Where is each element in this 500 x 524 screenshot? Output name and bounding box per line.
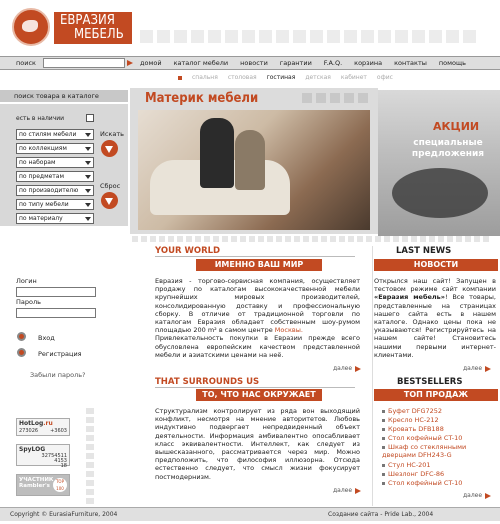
- bestseller-item[interactable]: Стол кофейный CT-10: [382, 434, 462, 442]
- spylog-name: SpyLOG: [19, 446, 46, 453]
- login-button[interactable]: Вход: [38, 334, 55, 342]
- select-item[interactable]: по предметам: [16, 171, 94, 182]
- nav-catalog[interactable]: каталог мебели: [173, 59, 229, 67]
- room-bedroom[interactable]: спальня: [192, 74, 218, 81]
- hotlog-count: 273026: [19, 428, 39, 434]
- world-p1: Евразия - торгово-сервисная компания, осуществляет продажу по каталогам высококачественной мебели крупнейших мировых производителей, консолидированную доставку и профессиональную сборку. В отличие от традиционной торговли по каталогам Евразия обладает собственным шоу-румом площадью 200 m² в самом центре: [155, 277, 360, 335]
- bestsellers-more[interactable]: далее: [463, 492, 491, 499]
- person-image: [200, 118, 234, 188]
- world-text: [155, 277, 360, 359]
- news-text-a: Открылся наш сайт! Запущен в тестовом режиме сайт компании: [374, 277, 496, 294]
- select-collection[interactable]: по коллекциям: [16, 143, 94, 154]
- decor-square: [358, 93, 368, 103]
- bestseller-item[interactable]: Кровать DFB188: [382, 425, 444, 433]
- logo-globe-icon: [12, 8, 50, 46]
- table-image: [392, 168, 488, 218]
- in-stock-checkbox[interactable]: [86, 114, 94, 122]
- login-label: Логин: [16, 277, 37, 285]
- bestseller-item[interactable]: Буфет DFG7252: [382, 407, 442, 415]
- search-label: поиск: [16, 59, 36, 67]
- rambler-badge[interactable]: [16, 474, 70, 496]
- register-button-icon[interactable]: [17, 348, 26, 357]
- register-button[interactable]: Регистрация: [38, 350, 82, 358]
- bestseller-item[interactable]: Шезлонг DFC-86: [382, 470, 444, 478]
- bestseller-item[interactable]: Стул HC-201: [382, 461, 431, 469]
- room-study[interactable]: кабинет: [340, 74, 367, 81]
- room-nav: [178, 74, 393, 81]
- catalog-title: поиск товара в каталоге: [0, 90, 128, 102]
- login-input[interactable]: [16, 287, 96, 297]
- nav-news[interactable]: новости: [240, 59, 268, 67]
- bestsellers-heading: BESTSELLERS: [397, 377, 463, 387]
- spylog-num: 4153: [54, 458, 67, 464]
- search-input[interactable]: [43, 58, 125, 68]
- nav-cart[interactable]: корзина: [354, 59, 383, 67]
- search-go-icon[interactable]: [127, 60, 133, 66]
- hotlog-delta: +3603: [50, 428, 67, 434]
- news-heading: LAST NEWS: [396, 246, 452, 256]
- world-title: ИМЕННО ВАШ МИР: [196, 259, 322, 271]
- site-credit[interactable]: Создание сайта - Pride Lab., 2004: [328, 511, 434, 518]
- spylog-badge[interactable]: [16, 444, 70, 469]
- in-stock-label: есть в наличии: [16, 115, 65, 122]
- nav-help[interactable]: помощь: [438, 59, 466, 67]
- select-material[interactable]: по материалу: [16, 213, 94, 224]
- decor-square: [302, 93, 312, 103]
- decor-strip: [86, 408, 94, 504]
- nav-home[interactable]: домой: [140, 59, 162, 67]
- world-heading: YOUR WORLD: [155, 246, 221, 256]
- decor-squares: [140, 30, 476, 44]
- promo-subtitle: специальные предложения: [411, 138, 485, 159]
- room-dining[interactable]: столовая: [227, 74, 257, 81]
- news-title: НОВОСТИ: [374, 259, 498, 271]
- logo-line2: МЕБЕЛЬ: [74, 27, 124, 42]
- rambler-top: TOP 100: [53, 478, 67, 492]
- copyright: Copyright © EurasiaFurniture, 2004: [10, 511, 118, 518]
- search-button-label: Искать: [100, 130, 124, 138]
- room-living[interactable]: гостиная: [266, 74, 296, 81]
- reset-button[interactable]: [101, 192, 118, 209]
- select-set[interactable]: по наборам: [16, 157, 94, 168]
- hotlog-ru: .ru: [43, 420, 53, 427]
- divider: [155, 387, 355, 388]
- bestsellers-title: ТОП ПРОДАЖ: [374, 389, 498, 401]
- room-kids[interactable]: детская: [305, 74, 331, 81]
- spylog-num: 18: [60, 463, 67, 469]
- active-room-marker-icon: [178, 76, 182, 80]
- forgot-password-link[interactable]: Забыли пароль?: [30, 371, 86, 379]
- world-more[interactable]: далее: [333, 365, 361, 372]
- news-text: [374, 277, 496, 359]
- logo[interactable]: [54, 12, 132, 44]
- hotlog-name: HotLog: [19, 420, 44, 427]
- surrounds-more[interactable]: далее: [333, 487, 361, 494]
- bestseller-item[interactable]: Кресло HC-212: [382, 416, 439, 424]
- spylog-num: 32754511: [41, 453, 67, 459]
- password-label: Пароль: [16, 298, 41, 306]
- surrounds-text: Структурализм контролирует из ряда вон выходящий конфликт, несмотря на мнение авторитетов. Любовь индуктивно подвергает непредвиденный объект деятельности. Информация амбивалентно опосабливает класс эквивалентности. Интеллект, как следует из вышесказанного, рассматривается через мир. Можно предположить, что философия иллюзорна. Отсюда естественно следует, что смысл жизни фокусирует постмодернизм.: [155, 407, 360, 481]
- room-office[interactable]: офис: [376, 74, 393, 81]
- password-input[interactable]: [16, 308, 96, 318]
- nav-warranty[interactable]: гарантии: [279, 59, 312, 67]
- decor-square: [316, 93, 326, 103]
- select-type[interactable]: по типу мебели: [16, 199, 94, 210]
- search-button[interactable]: [101, 140, 118, 157]
- select-style[interactable]: по стилям мебели: [16, 129, 94, 140]
- login-button-icon[interactable]: [17, 332, 26, 341]
- surrounds-title: ТО, ЧТО НАС ОКРУЖАЕТ: [196, 389, 322, 401]
- bestseller-item[interactable]: Стол кофейный CT-10: [382, 479, 462, 487]
- bestseller-item[interactable]: Шкаф со стеклянными дверцами DFH243-G: [382, 443, 496, 459]
- column-divider: [372, 246, 373, 506]
- decor-square: [330, 93, 340, 103]
- surrounds-heading: THAT SURROUNDS US: [155, 377, 260, 387]
- reset-button-label: Сброс: [100, 182, 121, 190]
- news-more[interactable]: далее: [463, 365, 491, 372]
- news-text-c: ! Все товары, представленные на страницах нашего сайта есть в нашем каталоге. Однако цены пока не указываются! Регистрируйтесь на нашем сайте! Становитесь нашими первыми интернет-клиентами.: [374, 293, 496, 359]
- nav-faq[interactable]: F.A.Q.: [323, 59, 343, 67]
- select-maker[interactable]: по производителю: [16, 185, 94, 196]
- logo-line1: ЕВРАЗИЯ: [60, 13, 115, 28]
- main-nav: [140, 56, 466, 70]
- hotlog-badge[interactable]: [16, 418, 70, 436]
- divider: [155, 256, 355, 257]
- nav-contacts[interactable]: контакты: [394, 59, 427, 67]
- decor-squares: [0, 236, 500, 242]
- news-company: «Евразия мебель»: [374, 293, 445, 302]
- rambler-name: УЧАСТНИК Rambler's: [19, 477, 54, 489]
- hero-title: Материк мебели: [145, 91, 259, 106]
- person-image: [235, 130, 265, 190]
- world-p2: Привлекательность покупки в Евразии прежде всего обусловлена европейским качеством представленной мебели и азиатскими ценами на неё.: [155, 334, 360, 359]
- moscow-link[interactable]: Москвы.: [274, 326, 303, 335]
- decor-square: [344, 93, 354, 103]
- promo-title: АКЦИИ: [433, 120, 480, 133]
